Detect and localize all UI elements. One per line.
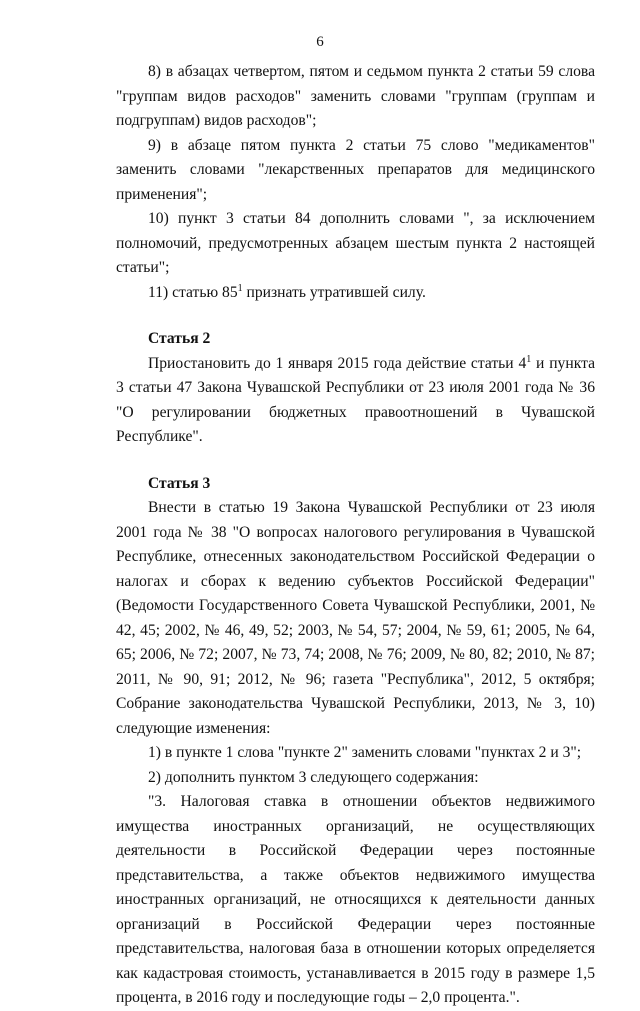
article-2-text (116, 352, 595, 450)
article-3-intro: Внести в статью 19 Закона Чувашской Республики от 23 июля 2001 года № 38 "О вопросах налогового регулирования в Чувашской Республике, отнесенных законодательством Российской Федерации о налогах и сборах к ведению субъектов Российской Федерации" (Ведомости Государственного Совета Чувашской Республики, 2001, № 42, 45; 2002, № 46, 49, 52; 2003, № 54, 57; 2004, № 59, 61; 2005, № 64, 65; 2006, № 72; 2007, № 73, 74; 2008, № 76; 2009, № 80, 82; 2010, № 87; 2011, № 90, 91; 2012, № 96; газета "Республика", 2012, 5 октября; Собрание законодательства Чувашской Республики, 2013, № 3, 10) следующие изменения: (116, 499, 595, 737)
document-body (116, 60, 595, 1011)
amendment-item-11-text: 11) статью 85 (148, 283, 238, 301)
article-2-text-start: Приостановить до 1 января 2015 года действие статьи 4 (148, 354, 527, 372)
amendment-item-10: 10) пункт 3 статьи 84 дополнить словами ", за исключением полномочий, предусмотренных абзацем шестым пункта 2 настоящей статьи"; (116, 210, 595, 276)
page-number: 6 (316, 34, 324, 50)
amendment-item-9: 9) в абзаце пятом пункта 2 статьи 75 слово "медикаментов" заменить словами "лекарственных препаратов для медицинского применения"; (116, 136, 595, 203)
article-2-heading: Статья 2 (148, 330, 211, 347)
article-3-quote: "3. Налоговая ставка в отношении объектов недвижимого имущества иностранных организаций, не осуществляющих деятельности в Российской Федерации через постоянные представительства, а также объектов недвижимого имущества иностранных организаций, не относящихся к деятельности данных организаций в Российской Федерации через постоянные представительства, налоговая база в отношении которых определяется как кадастровая стоимость, устанавливается в 2015 году в размере 1,5 процента, в 2016 году и последующие годы – 2,0 процента.". (116, 793, 595, 1006)
article-2-text-end: и пункта 3 статьи 47 Закона Чувашской Республики от 23 июля 2001 года № 36 "О регулировании бюджетных правоотношений в Чувашской Республике". (116, 354, 595, 445)
article-3-heading: Статья 3 (148, 474, 211, 492)
superscript: 1 (526, 353, 532, 365)
amendment-item-11 (116, 281, 595, 306)
amendment-item-11-text-end: признать утратившей силу. (242, 283, 426, 301)
superscript: 1 (237, 282, 243, 294)
article-3-item-1: 1) в пункте 1 слова "пункте 2" заменить словами "пунктах 2 и 3"; (148, 744, 582, 761)
amendment-item-8: 8) в абзацах четвертом, пятом и седьмом пункта 2 статьи 59 слова "группам видов расходов" заменить словами "группам (группам и подгруппам) видов расходов"; (116, 63, 595, 129)
article-3-item-2: 2) дополнить пунктом 3 следующего содержания: (148, 768, 479, 786)
